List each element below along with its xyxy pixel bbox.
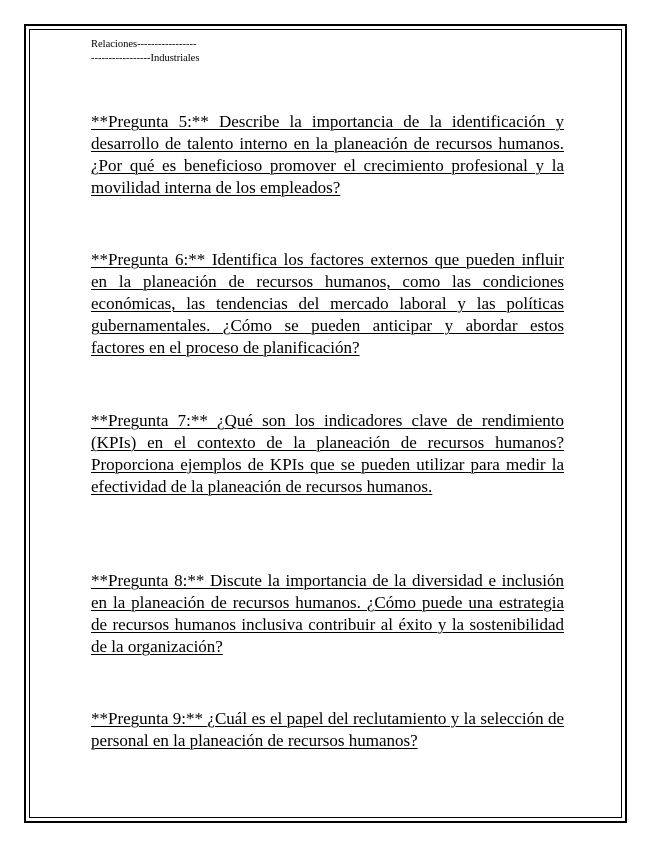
question-6: **Pregunta 6:** Identifica los factores externos que pueden influir en la planeación de recursos humanos, como las condiciones económicas, las tendencias del mercado laboral y las políticas gubernamentales. ¿Cómo se pueden anticipar y abordar estos factores en el proceso de planificación? (91, 250, 564, 357)
question-5: **Pregunta 5:** Describe la importancia de la identificación y desarrollo de talento interno en la planeación de recursos humanos. ¿Por qué es beneficioso promover el crecimiento profesional y la movilidad interna de los empleados? (91, 112, 564, 197)
question-9: **Pregunta 9:** ¿Cuál es el papel del reclutamiento y la selección de personal en la planeación de recursos humanos? (91, 709, 564, 750)
header-line-2: -----------------Industriales (91, 53, 200, 64)
document-header (91, 38, 199, 66)
header-line-1: Relaciones----------------- (91, 39, 197, 50)
question-7: **Pregunta 7:** ¿Qué son los indicadores clave de rendimiento (KPIs) en el contexto de la planeación de recursos humanos? Proporciona ejemplos de KPIs que se pueden utilizar para medir la efectividad de la planeación de recursos humanos. (91, 411, 564, 496)
question-8: **Pregunta 8:** Discute la importancia de la diversidad e inclusión en la planeación de recursos humanos. ¿Cómo puede una estrategia de recursos humanos inclusiva contribuir al éxito y la sostenibilidad de la organización? (91, 571, 564, 656)
